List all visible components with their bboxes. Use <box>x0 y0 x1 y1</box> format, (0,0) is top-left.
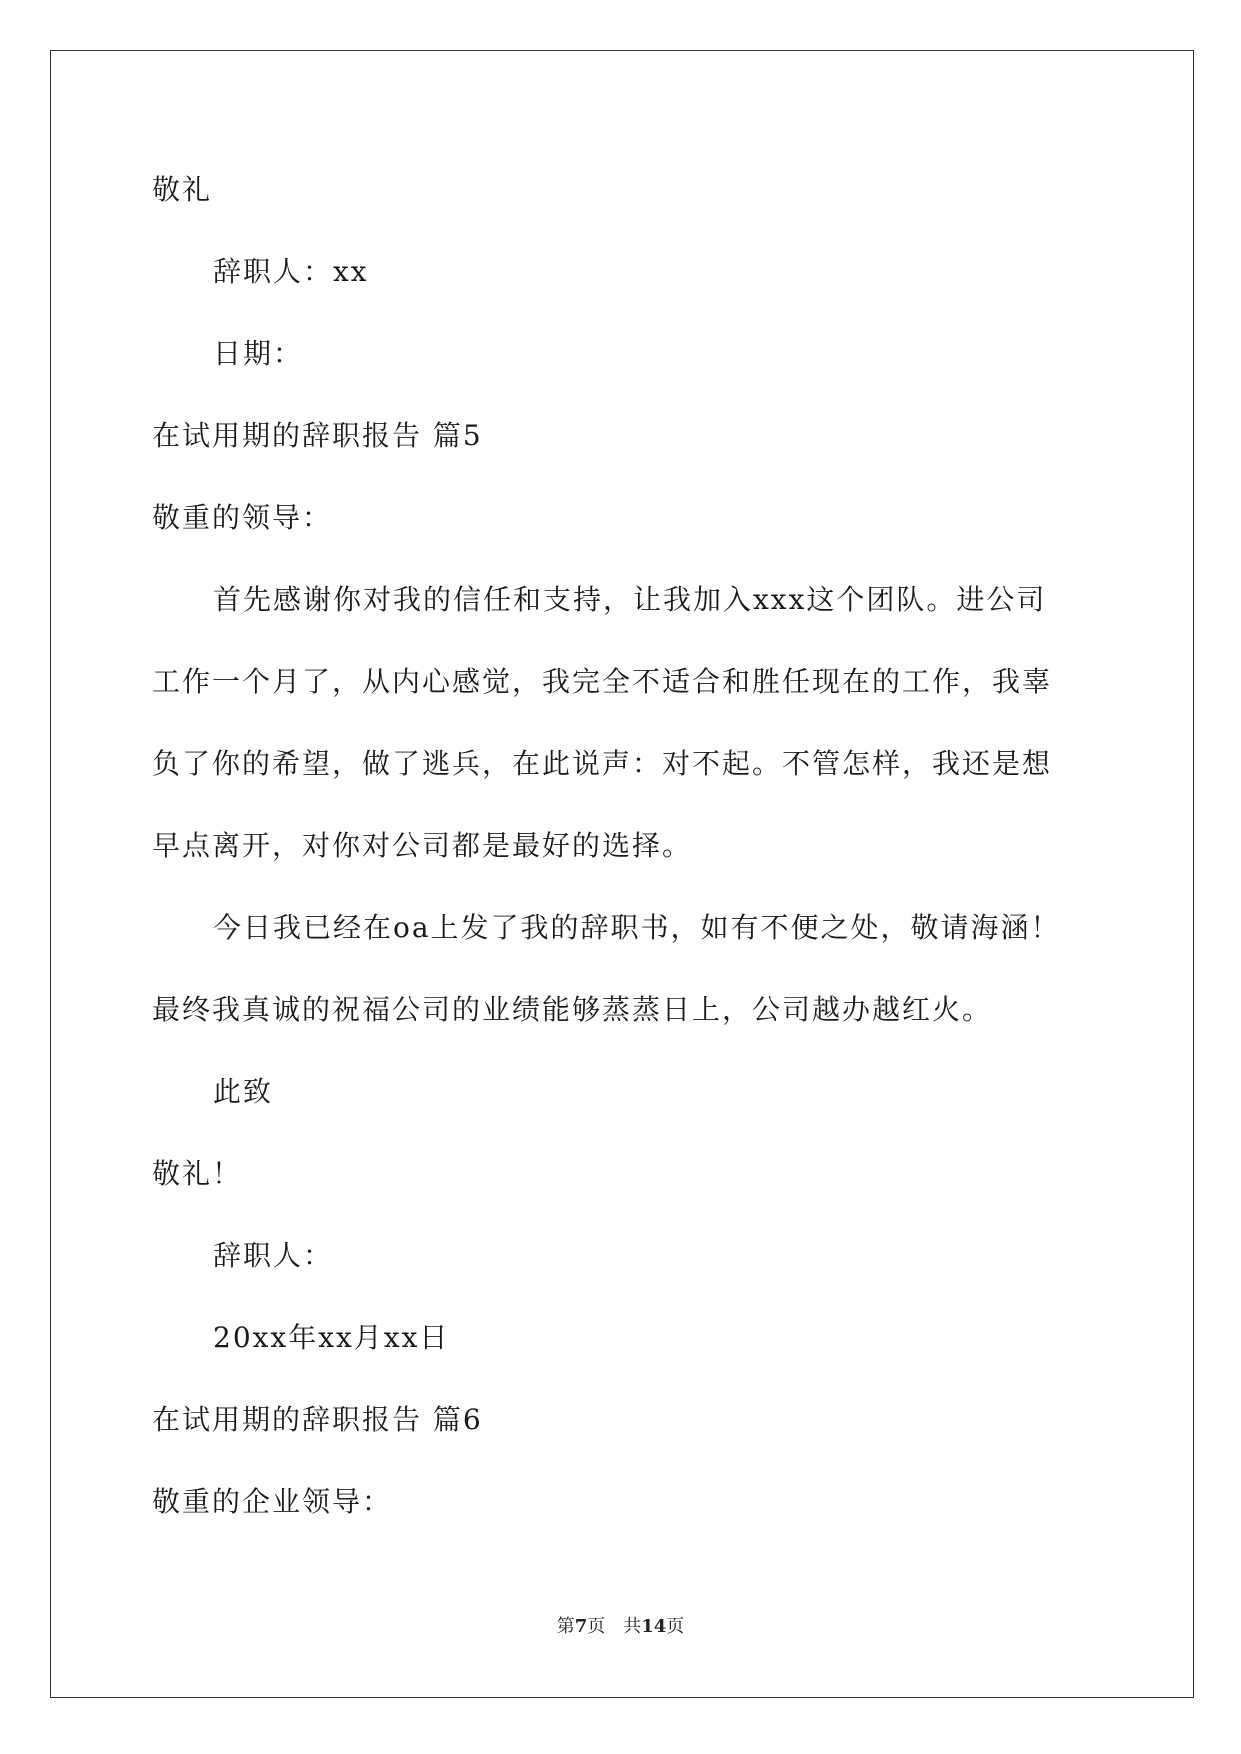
salutation: 敬重的领导： <box>152 501 333 534</box>
footer-total-suffix: 页 <box>666 1616 685 1637</box>
page-footer <box>0 1615 1241 1639</box>
section-heading-5: 在试用期的辞职报告 篇5 <box>152 419 483 452</box>
footer-page-number: 7 <box>574 1616 588 1637</box>
signature-date: 20xx年xx月xx日 <box>213 1321 450 1354</box>
footer-total-prefix: 共 <box>623 1616 642 1637</box>
resigner-label: 辞职人： <box>213 1239 334 1272</box>
closing-salute: 敬礼 <box>152 173 213 206</box>
closing-salute: 敬礼！ <box>152 1157 243 1190</box>
footer-page-suffix: 页 <box>587 1616 606 1637</box>
paragraph-line: 工作一个月了，从内心感觉，我完全不适合和胜任现在的工作，我辜 <box>152 665 1053 698</box>
footer-page-prefix: 第 <box>556 1616 575 1637</box>
paragraph-line: 负了你的希望，做了逃兵，在此说声：对不起。不管怎样，我还是想 <box>152 747 1053 780</box>
footer-total-pages: 14 <box>641 1616 667 1637</box>
paragraph-line: 今日我已经在oa上发了我的辞职书，如有不便之处，敬请海涵！ <box>213 911 1061 944</box>
paragraph-line: 早点离开，对你对公司都是最好的选择。 <box>152 829 693 862</box>
resigner-name-line: 辞职人：xx <box>213 255 369 288</box>
paragraph-line: 首先感谢你对我的信任和支持，让我加入xxx这个团队。进公司 <box>213 583 1047 616</box>
closing-phrase: 此致 <box>213 1075 274 1108</box>
date-line: 日期： <box>213 337 304 370</box>
paragraph-line: 最终我真诚的祝福公司的业绩能够蒸蒸日上，公司越办越红火。 <box>152 993 993 1026</box>
salutation: 敬重的企业领导： <box>152 1485 393 1518</box>
page-border <box>50 50 1194 1698</box>
section-heading-6: 在试用期的辞职报告 篇6 <box>152 1403 483 1436</box>
